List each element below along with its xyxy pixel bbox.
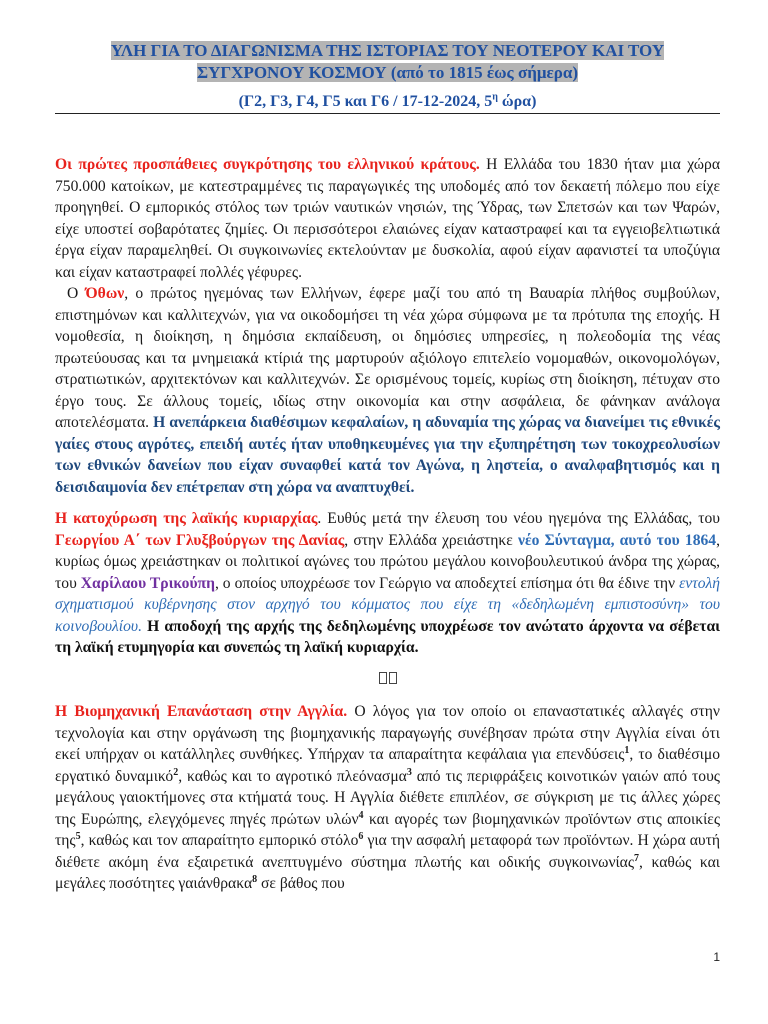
paragraph-text: . Ευθύς μετά την έλευση του νέου ηγεμόνα της Ελλάδας, του [317,510,720,527]
paragraph-text: , καθώς και μεγάλες ποσότητες γαιάνθρακα [55,853,720,892]
header-classes-text-end: ώρα) [497,93,537,110]
footnote-ref-2: 2 [173,766,179,778]
footnote-ref-6: 6 [358,830,364,842]
highlight-otto: Όθων [85,285,125,302]
header-classes-date [55,91,720,113]
paragraph-popular-sovereignty [55,508,720,659]
paragraph-text: από τις περιφράξεις κοινοτικών γαιών από τους μεγάλους γαιοκτήμονες στα κτήματά τους. Η Αγγλία διέθετε επιπλέον, σε σύγκριση με τις άλλες χώρες της Ευρώπης, ελεγχόμενες πηγές πρώτων υλών [55,767,720,828]
header-title-line-2: ΣΥΓΧΡΟΝΟΥ ΚΟΣΜΟΥ (από το 1815 έως σήμερα) [196,63,579,82]
document-body [55,154,720,895]
emphasis-conclusion: Η αποδοχή της αρχής της δεδηλωμένης υποχρέωσε τον ανώτατο άρχοντα να σέβεται τη λαϊκή ετυμηγορία και συνεπώς τη λαϊκή κυριαρχία. [55,617,720,656]
section-title-popular-sovereignty: Η κατοχύρωση της λαϊκής κυριαρχίας [55,510,318,527]
paragraph-text: , ο πρώτος ηγεμόνας των Ελλήνων, έφερε μαζί του από τη Βαυαρία πλήθος συμβούλων, επιστημόνων και καλλιτεχνών, για να οικοδομήσει τη νέα χώρα σύμφωνα με τα πρότυπα της εποχής. Η νομοθεσία, η διοίκηση, η δημόσια εκπαίδευση, οι δημόσιες υπηρεσίες, η πολεοδομία της νέας πρωτεύουσας και τα μνημειακά κτίριά της μαρτυρούν αξιόλογο επιτελείο νομομαθών, οικονομολόγων, στρατιωτικών, αρχιτεκτόνων και καλλιτεχνών. Σε ορισμένους τομείς, κυρίως στη διοίκηση, πέτυχαν στο έργο τους. Σε άλλους τομείς, ιδίως στην οικονομία και στην ασφάλεια, δε φάνηκαν ανάλογα αποτελέσματα. [55,285,720,431]
header-rule [55,113,720,114]
emphasis-obstacles: Η ανεπάρκεια διαθέσιμων κεφαλαίων, η αδυναμία της χώρας να διανείμει τις εθνικές γαίες στους αγρότες, επειδή αυτές ήταν υποθηκευμένες για την εξυπηρέτηση των τοκοχρεολυσίων των εθνικών δανείων που είχαν συναφθεί κατά τον Αγώνα, η ληστεία, ο αναλφαβητισμός και η δεισιδαιμονία δεν επέτρεπαν στη χώρα να αναπτυχθεί. [55,414,720,496]
highlight-george: Γεωργίου Α΄ των Γλυξβούργων της Δανίας [55,531,345,549]
section-title-greek-state: Οι πρώτες προσπάθειες συγκρότησης του ελληνικού κράτους. [55,156,480,173]
footnote-ref-4: 4 [358,809,364,821]
footnote-ref-5: 5 [75,830,81,842]
footnote-ref-1: 1 [624,744,630,756]
header-classes-text: (Γ2, Γ3, Γ4, Γ5 και Γ6 / 17-12-2024, 5 [238,93,493,110]
highlight-trikoupis: Χαρίλαου Τρικούπη [80,574,215,592]
paragraph-text: , στην Ελλάδα χρειάστηκε [344,531,518,549]
paragraph-text: Η Ελλάδα του 1830 ήταν μια χώρα 750.000 κατοίκων, με κατεστραμμένες τις παραγωγικές της υποδομές από τον δεκαετή πόλεμο που είχε προηγηθεί. Ο εμπορικός στόλος των τριών ναυτικών νησιών, της Ύδρας, των Σπετσών και των Ψαρών, είχε υποστεί σοβαρότατες ζημίες. Οι περισσότεροι ελαιώνες είχαν καταστραφεί και τα εγγειοβελτιωτικά έργα είχαν παραμεληθεί. Οι συγκοινωνίες εκτελούνταν με δυσκολία, αφού είχαν αφανιστεί τα υποζύγια και είχαν καταστραφεί πολλές γέφυρες. [55,156,720,281]
highlight-constitution-1864: νέο Σύνταγμα, αυτό του 1864 [518,531,717,549]
paragraph-industrial-revolution [55,701,720,895]
section-title-industrial-revolution: Η Βιομηχανική Επανάσταση στην Αγγλία. [55,703,348,720]
highlight-mandate: εντολή σχηματισμού κυβέρνησης στον αρχηγό του κόμματος που είχε τη «δεδηλωμένη εμπιστοσύνη» του κοινοβουλίου. [55,574,720,635]
paragraph-text: σε βάθος που [257,875,345,892]
paragraph-text: και αγορές των βιομηχανικών προϊόντων στις αποικίες της [55,810,720,849]
paragraph-text: Ο λόγος για τον οποίο οι επαναστατικές αλλαγές στην τεχνολογία και στην οργάνωση της βιομηχανικής παραγωγής συνέβησαν πρώτα στην Αγγλία είναι ότι εκεί υπήρχαν οι κατάλληλες συνθήκες. Υπήρχαν τα απαραίτητα κεφάλαια για επενδύσεις [55,703,720,763]
paragraph-text: για την ασφαλή μεταφορά των προϊόντων. Η χώρα αυτή διέθετε ακόμη ένα εξαιρετικά ανεπτυγμένο σύστημα πλωτής και οδικής συγκοινωνίας [55,832,721,871]
paragraph-otto [55,283,720,498]
section-separator-glyphs [55,668,720,690]
paragraph-greek-state [55,154,720,283]
header-title-line-1: ΥΛΗ ΓΙΑ ΤΟ ΔΙΑΓΩΝΙΣΜΑ ΤΗΣ ΙΣΤΟΡΙΑΣ ΤΟΥ ΝΕΟΤΕΡΟΥ ΚΑΙ ΤΟΥ [110,41,665,60]
footnote-ref-8: 8 [252,873,258,885]
document-header [55,40,720,113]
paragraph-text: , καθώς και τον απαραίτητο εμπορικό στόλο [80,832,359,849]
header-title [55,40,720,84]
paragraph-text: Ο [67,285,86,302]
paragraph-text: , ο οποίος υποχρέωσε τον Γεώργιο να αποδεχτεί επίσημα ότι θα έδινε την [214,574,680,592]
paragraph-text: , το διαθέσιμο εργατικό δυναμικό [55,746,720,785]
page-number: 1 [713,950,720,964]
paragraph-text: , κυρίως όμως χρειάστηκαν οι πολιτικοί αγώνες του πρώτου μεγάλου κοινοβουλευτικού άνδρα της χώρας, του [55,531,721,592]
header-classes-ordinal: η [492,91,498,103]
footnote-ref-7: 7 [634,852,640,864]
paragraph-text: , καθώς και το αγροτικό πλεόνασμα [178,767,407,785]
footnote-ref-3: 3 [406,766,412,778]
